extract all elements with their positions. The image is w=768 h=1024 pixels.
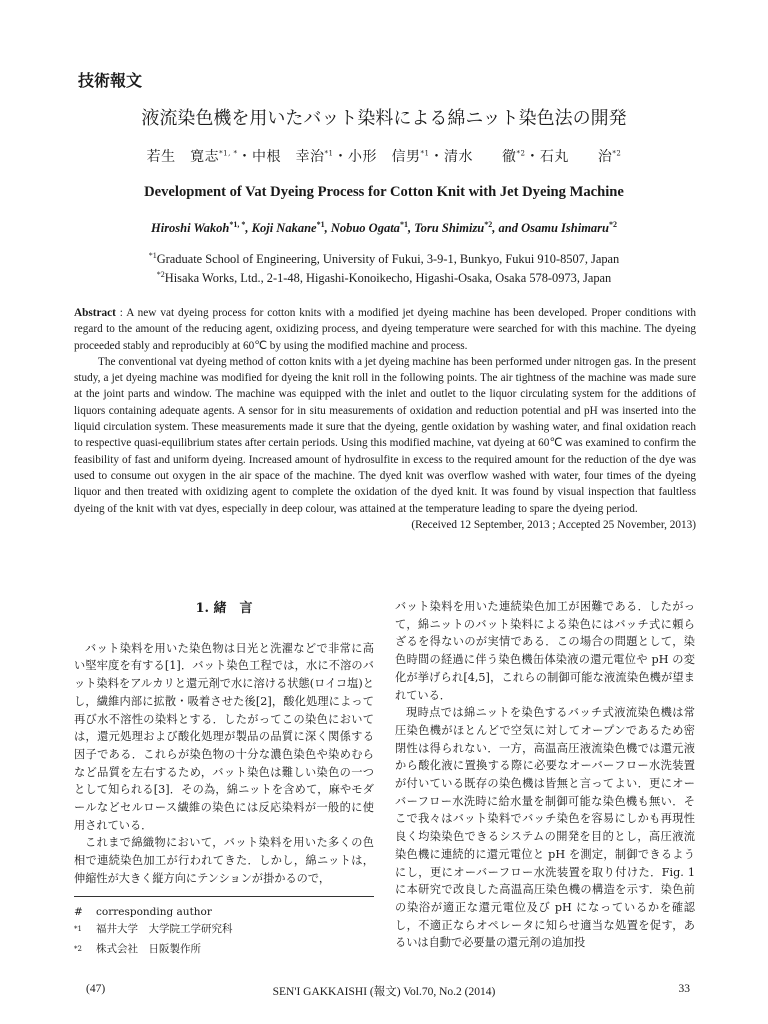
authors-japanese: 若生 寛志$^{*1, *}$・中根 幸治$^{*1}$・小形 信男$^{*1}$・清水 徹$^{*2}$・石丸 治$^{*2}$ xyxy=(146,149,622,165)
author-jp: 中根 幸治 xyxy=(252,149,325,165)
author-mark: *2 xyxy=(516,149,526,158)
author-mark: *1 xyxy=(316,220,325,229)
footnote-mark: *1 xyxy=(74,924,82,933)
footer-page-label: (47) xyxy=(86,983,106,995)
author-mark: *1, * xyxy=(219,149,238,158)
author-mark: *2 xyxy=(608,220,617,229)
author-en: Osamu Ishimaru xyxy=(521,221,609,236)
article-category: 技術報文 xyxy=(78,71,143,90)
affiliation-text: Graduate School of Engineering, University of Fukui, 3-9-1, Bunkyo, Fukui 910-8507, Japan xyxy=(156,252,620,267)
author-en: Toru Shimizu xyxy=(414,221,485,236)
footnote-text: corresponding author xyxy=(96,906,212,918)
body-paragraph: これまで綿織物において，バット染料を用いた多くの色相で連続染色加工が行われてきた．しかし，綿ニットは，伸縮性が大きく縦方向にテンションが掛かるので， xyxy=(74,836,374,885)
author-mark: *2 xyxy=(612,149,622,158)
author-mark: *1 xyxy=(399,220,408,229)
footnote xyxy=(74,941,374,961)
author-jp: 清水 徹 xyxy=(443,149,517,165)
affiliation-2 xyxy=(0,270,768,286)
author-en: Hiroshi Wakoh xyxy=(151,221,230,236)
authors-english: Hiroshi Wakoh$^{*1, *}$, Koji Nakane$^{*1}$, Nobuo Ogata$^{*1}$, Toru Shimizu$^{*2}$, and Osamu Ishimaru$^{*2}$ xyxy=(151,220,617,236)
affiliation-mark: *1 xyxy=(148,251,157,260)
affiliation-1 xyxy=(0,251,768,267)
affiliation-mark: *2 xyxy=(156,270,165,279)
body-column-right xyxy=(395,598,695,952)
body-paragraph: 現時点では綿ニットを染色するバッチ式液流染色機は常圧染色機がほとんどで空気に対してオープンであるため密閉性は得られない．一方，高温高圧液流染色機では還元液から酸化液に置換する際に必要なオーバーフロー水洗装置が付いている既存の染色機は皆無と言ってよい．更にオーバーフロー水洗時に給水量を制御可能な染色機も無い．そこで我々はバット染料でバッチ染色を容易にしかも再現性良く均染染色できるシステムの開発を目的とし，高圧液流染色機に連続的に還元電位と pH を測定，制御できるようにし，更にオーバーフロー水洗装置を取り付けた．Fig. 1 に本研究で改良した高温高圧染色機の構造を示す．染色前の染浴が適正な還元電位及び pH になっているかを確認し，不適正ならオペレータに知らせ適当な処置を促す，あるいは自動で必要量の還元剤の追加投 xyxy=(395,706,695,950)
author-jp: 小形 信男 xyxy=(347,149,421,165)
section-heading: 1. 緒 言 xyxy=(195,601,253,616)
footnotes xyxy=(74,904,374,961)
footer-page-number: 33 xyxy=(678,983,690,995)
footnote-mark: *2 xyxy=(74,944,82,953)
title-english: Development of Vat Dyeing Process for Cotton Knit with Jet Dyeing Machine xyxy=(144,184,624,200)
affiliation-text: Hisaka Works, Ltd., 2-1-48, Higashi-Konoikecho, Higashi-Osaka, Osaka 578-0973, Japan xyxy=(164,271,612,286)
footnote xyxy=(74,904,374,921)
footnote-divider xyxy=(74,896,374,897)
author-mark: *1 xyxy=(324,149,334,158)
author-en: Nobuo Ogata xyxy=(330,221,400,236)
author-mark: *1 xyxy=(420,149,430,158)
footnote-text: 福井大学 大学院工学研究科 xyxy=(96,922,233,935)
author-mark: *1, * xyxy=(229,220,246,229)
abstract-paragraph-1: Abstract : A new vat dyeing process for cotton knits with a modified jet dyeing machine has been developed. Proper conditions with regard to the amount of the reducing agent, oxidizing process, and dyeing temperature were searched for with this machine. The dyeing proceeded stably and reproducibly at 60℃ by using the modified machine and process. xyxy=(74,307,696,352)
abstract xyxy=(74,305,696,533)
body-paragraph: バット染料を用いた染色物は日光と洗濯などで非常に高い堅牢度を有する[1]．バット染色工程では，水に不溶のバット染料をアルカリと還元剤で水に溶ける状態(ロイコ塩)とし，繊維内部に拡散・吸着させた後[2]，酸化処理によって再び水不溶性の染料とする．したがってこの染色においては，還元処理および酸化処理が製品の品質に深く関係する因子である．これらが染色物の十分な濃色染色や染めむらなど品質を左右するため，バット染色は難しい染色の一つとして知られる[3]．その為，綿ニットを含めて，麻やモダールなどセルロース繊維の染色には反応染料が一般的に使用されている． xyxy=(74,641,374,832)
footer-journal: SEN'I GAKKAISHI (報文) Vol.70, No.2 (2014) xyxy=(272,986,496,998)
abstract-paragraph-2: The conventional vat dyeing method of cotton knits with a jet dyeing machine has been performed under nitrogen gas. In the present study, a jet dyeing machine was modified for dyeing the knit roll in the following points. The air tightness of the machine was made sure at the joint parts and window. The machine was equipped with the inlet and outlet to the liquor circulating system for the additions of liquors containing adequate agents. A sensor for in situ measurements of oxidation and reduction potential and pH was inserted into the liquid circulation system. These measurements made it sure that the dyeing, gentle oxidation by washing water, and final oxidation reach to respective quasi-equilibrium states after certain periods. Using this modified machine, vat dyeing at 60℃ was examined to confirm the feasibility of fast and uniform dyeing. Increased amount of hydrosulfite in excess to the required amount for the reduction of the dye was used to consume out oxygen in the air space of the machine. The dyed knit was overflow washed with water, four times of the dyeing liquor and then treated with oxidizing agent to complete the oxidation of the dyed knit. It was found by visual inspection that faultless dyeing of the knit with vat dyes, especially in deep colour, was attained at the temperature leading to spare the dyeing period. xyxy=(74,355,696,515)
footnote-mark: # xyxy=(74,906,83,918)
abstract-label: Abstract xyxy=(74,307,116,319)
author-jp: 石丸 治 xyxy=(539,149,613,165)
footnote xyxy=(74,921,374,941)
received-dates: (Received 12 September, 2013 ; Accepted 25 November, 2013) xyxy=(411,518,696,531)
footnote-text: 株式会社 日阪製作所 xyxy=(96,942,201,955)
author-en: Koji Nakane xyxy=(251,221,317,236)
author-mark: *2 xyxy=(484,220,493,229)
body-paragraph: バット染料を用いた連続染色加工が困難である．したがって，綿ニットのバット染料による染色にはバッチ式に頼らざるを得ないのが実情である．この場合の問題として，染色時間の経過に伴う染色機缶体染液の還元電位や pH の変化が挙げられ[4,5]，これらの制御可能な液流染色機が望まれている． xyxy=(395,600,695,702)
author-jp: 若生 寛志 xyxy=(146,149,220,165)
abstract-text: A new vat dyeing process for cotton knits with a modified jet dyeing machine has been developed. Proper conditions with regard to the amount of the reducing agent, oxidizing process, and dyeing temperature were searched for with this machine. The dyeing proceeded stably and reproducibly at 60℃ by using the modified machine and process. xyxy=(74,307,696,352)
body-column-left xyxy=(74,598,374,888)
title-japanese: 液流染色機を用いたバット染料による綿ニット染色法の開発 xyxy=(141,108,627,129)
